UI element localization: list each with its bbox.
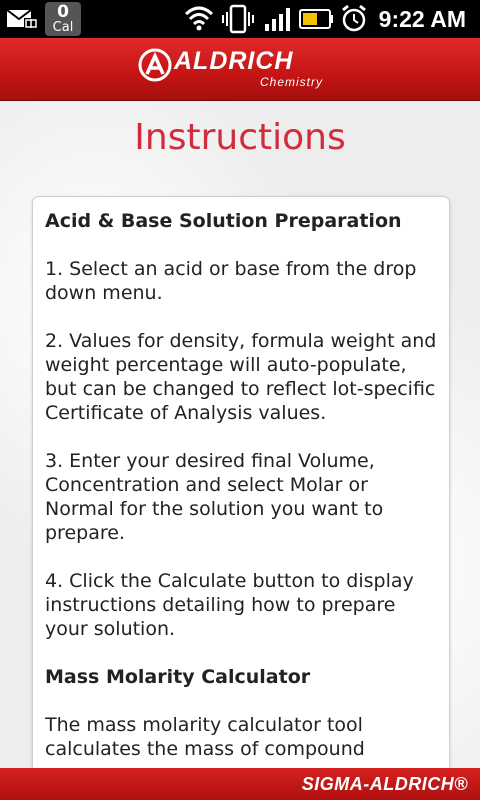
instruction-step: 4. Click the Calculate button to display instructions detailing how to prepare your solution.	[45, 570, 414, 640]
sigma-aldrich-logo: SIGMA-ALDRICH®	[301, 774, 468, 794]
instructions-text	[33, 197, 449, 761]
clock-time: 9:22 AM	[378, 6, 466, 32]
instructions-scroll-panel[interactable]	[32, 196, 450, 798]
vibrate-icon	[220, 4, 256, 38]
aldrich-a-mark-icon	[138, 48, 172, 86]
aldrich-logo	[138, 46, 348, 92]
section-heading: Acid & Base Solution Preparation	[45, 210, 402, 232]
mail-icon	[6, 7, 40, 31]
section-paragraph: The mass molarity calculator tool calculates the mass of compound	[45, 714, 365, 760]
instruction-step: 3. Enter your desired final Volume, Concentration and select Molar or Normal for the solution you want to prepare.	[45, 450, 384, 544]
footer-bar	[0, 768, 480, 800]
signal-icon	[264, 6, 294, 36]
status-bar	[0, 0, 480, 38]
page-title: Instructions	[134, 117, 346, 158]
calendar-label: Cal	[52, 20, 74, 35]
calendar-count: 0	[57, 2, 69, 22]
wifi-icon	[184, 4, 214, 36]
calendar-notification[interactable]	[45, 2, 81, 36]
brand-subtitle: Chemistry	[260, 75, 324, 89]
battery-icon	[299, 8, 335, 34]
content-area	[0, 101, 480, 768]
alarm-icon	[340, 4, 368, 38]
app-header	[0, 38, 480, 101]
instruction-step: 2. Values for density, formula weight and weight percentage will auto-populate, but can be changed to reflect lot-specific Certificate of Analysis values.	[45, 330, 437, 424]
instruction-step: 1. Select an acid or base from the drop down menu.	[45, 258, 417, 304]
brand-name: ALDRICH	[174, 47, 294, 75]
section-heading: Mass Molarity Calculator	[45, 666, 311, 688]
